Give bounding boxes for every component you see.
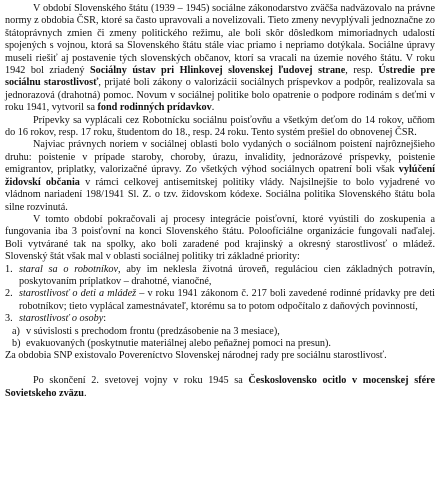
bold-jewish-exclusion: vylúčení židovskí občania (5, 164, 435, 188)
paragraph-snp: Za obdobia SNP existovalo Povereníctvo Slovenskej národnej rady pre sociálnu starostlivosť. (5, 350, 387, 362)
bold-family-fund: fond rodinných prídavkov (97, 102, 212, 114)
paragraph-insurance: Najviac právnych noriem v sociálnej oblasti bolo vydaných o sociálnom poistení najrôznejšieho druhu: poistenie v prípade staroby, choroby, úrazu, invalidity, jednorázové príspevky, poistenie emigrantov, priplatky, valorizačné úpravy. Zo všetkých výhod sociálnych opatrení boli však vylúčení židovskí občania v rámci celkovej antisemitskej politiky vlády. Najsilnejšie to bolo vyjadrené vo vládnom nariadení 198/1941 Sl. Z. o tzv. židovskom kódexe. Sociálna politika Slovenského štátu bola silne rozvinutá. (5, 139, 435, 213)
list-item: 3. starostlivosť o osoby: (5, 313, 107, 325)
blank-line (5, 363, 435, 375)
list-item: 1. staral sa o robotníkov, aby im neklesla životná úroveň, reguláciou cien základných potravín, poskytovaním príplatkov – drahotné, vianočné, (5, 263, 435, 287)
paragraph-allowances: Prípevky sa vyplácali cez Robotnícku sociálnu poisťovňu a všetkým deťom do 14 rokov, učňom do 16 rokov, resp. 17 roku, študentom do 18., resp. 24 roku. Tento systém prešiel do obnovenej ČSR. (5, 114, 435, 139)
paragraph-integration: V tomto období pokračovali aj procesy integrácie poisťovní, ktoré vyústili do zoskupenia a fungovania iba 3 poisťovní na konci Slovenského štátu. Poloofíciálne organizácie fungovali naďalej. Boli vytvárané tak na spolky, ako boli zaradené pod krajinský a okresný starostlivosť o mládež. Slovenský štát však mal v oblasti sociálnej politiky tri základné priority: (5, 213, 435, 263)
bold-soviet-sphere: Československo ocitlo v mocenskej sfére Sovietskeho zväzu (5, 375, 435, 399)
list-item: 2. starostlivosť o deti a mládež – v roku 1941 zákonom č. 217 boli zavedené rodinné prídavky pre deti robotníkov; tieto vyplácal zamestnávateľ, ktorému sa to potom odpočítalo z daňových povinností, (5, 288, 435, 312)
bold-social-institute: Sociálny ústav pri Hlinkovej slovenskej ľudovej strane (90, 65, 346, 77)
priority-list (5, 264, 435, 351)
sub-list-item: a) v súvislosti s prechodom frontu (predzásobenie na 3 mesiace), (12, 325, 280, 337)
paragraph-postwar: Po skončení 2. svetovej vojny v roku 1945 sa Československo ocitlo v mocenskej sfére Sovietskeho zväzu. (5, 375, 435, 399)
bold-social-care-center: Ústredie pre sociálnu starostlivosť (5, 65, 435, 89)
sub-list-item: b) evakuovaných (poskytnutie materiálnej alebo peňažnej pomoci na presun). (12, 337, 331, 349)
paragraph-intro: V období Slovenského štátu (1939 – 1945) sociálne zákonodarstvo zväčša nadväzovalo na právne normy z obdobia ČSR, ktoré sa často upravovali a novelizovali. Tieto zmeny nevyplývali jednoznačne zo štátoprávnych zmien či zmeny politického režimu, ale boli skôr dôsledkom mimoriadnych udalostí spojených s vojnou, ktorá sa Slovenského štátu stále viac priamo i nepriamo dotýkala. Sociálne úpravy museli riešiť aj postavenie tých slovenských občanov, ktorí sa vracali na územie nového štátu. V roku 1942 bol zriadený Sociálny ústav pri Hlinkovej slovenskej ľudovej strane, resp. Ústredie pre sociálnu starostlivosť, prijaté boli zákony o valorizácii sociálnych príspevkov a podpôr, realizovala sa jednorazová (drahotná) pomoc. Novum v sociálnej politike bolo opatrenie o podpore rodinám s deťmi v roku 1941, vytvoril sa fond rodinných prídavkov. (5, 3, 435, 114)
